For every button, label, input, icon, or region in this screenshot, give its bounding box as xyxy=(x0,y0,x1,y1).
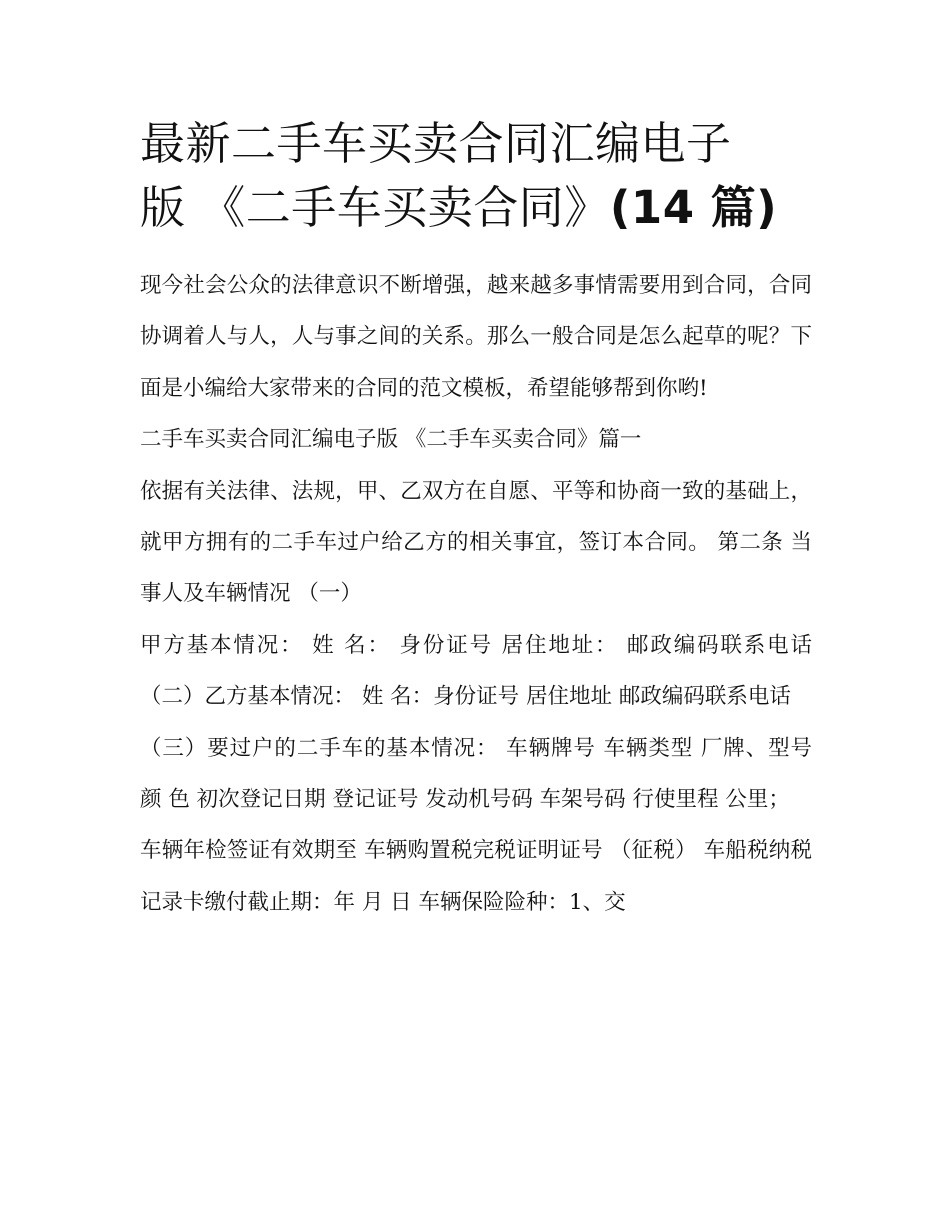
title-line-2-suffix: 篇) xyxy=(694,181,778,234)
title-line-2-count: (14 xyxy=(609,181,695,234)
body-paragraph: （三）要过户的二手车的基本情况： 车辆牌号 车辆类型 厂牌、型号 颜 色 初次登记日期 登记证号 发动机号码 车架号码 行使里程 公里； xyxy=(140,735,812,813)
title-line-1: 最新二手车买卖合同汇编电子 xyxy=(140,117,732,170)
title-line-2-prefix: 版 《二手车买卖合同》 xyxy=(140,181,610,234)
body-paragraph: 车辆年检签证有效期至 车辆购置税完税证明证号 （征税） 车船税纳税记录卡缴付截止期：年 月 日 车辆保险险种：1、交 xyxy=(140,838,812,915)
body-paragraph: 依据有关法律、法规，甲、乙双方在自愿、平等和协商一致的基础上，就甲方拥有的二手车过户给乙方的相关事宜，签订本合同。 第二条 当事人及车辆情况 （一） xyxy=(140,478,812,607)
section-heading: 二手车买卖合同汇编电子版 《二手车买卖合同》篇一 xyxy=(140,427,642,453)
document-title xyxy=(140,112,812,240)
intro-paragraph: 现今社会公众的法律意识不断增强，越来越多事情需要用到合同，合同协调着人与人，人与事之间的关系。那么一般合同是怎么起草的呢？下面是小编给大家带来的合同的范文模板，希望能够帮到你哟! xyxy=(140,273,812,401)
body-paragraph: 甲方基本情况： 姓 名： 身份证号 居住地址： 邮政编码联系电话 （二）乙方基本情况： 姓 名：身份证号 居住地址 邮政编码联系电话 xyxy=(140,632,812,710)
document-page xyxy=(140,112,812,928)
